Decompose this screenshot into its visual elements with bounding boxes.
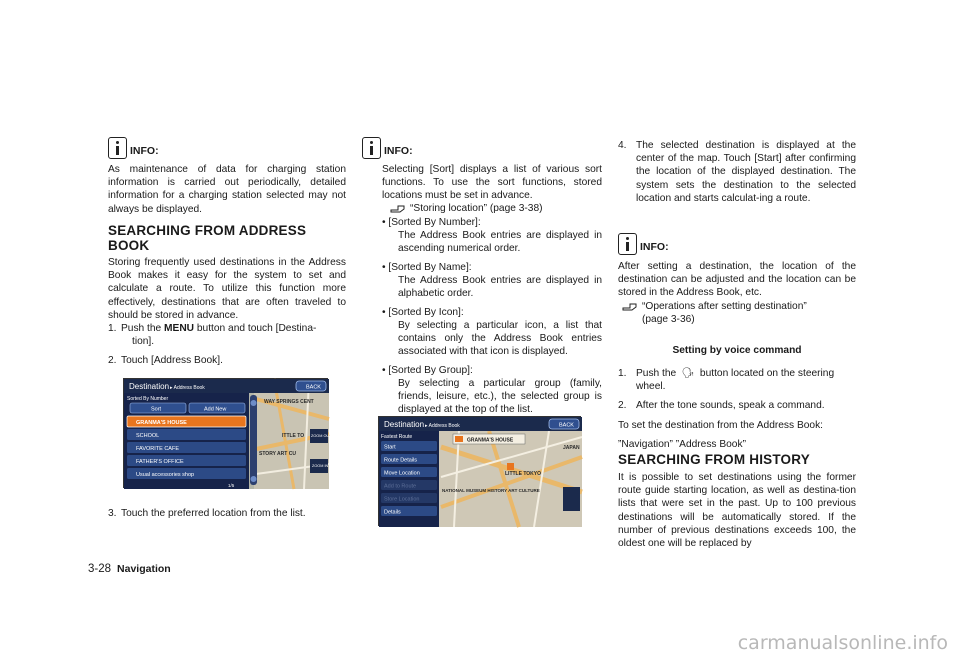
address-book-screen — [124, 379, 332, 489]
hand-pointer-icon — [622, 302, 638, 312]
step-3-text: Touch the preferred location from the list. — [121, 508, 306, 519]
route-label: Fastest Route — [381, 434, 413, 440]
zoom-out-label: ZOOM OUT — [311, 434, 332, 438]
step-4-number: 4. — [618, 140, 627, 151]
watermark: carmanualsonline.info — [737, 632, 948, 654]
bullet-sorted-by-number: • [Sorted By Number]: — [382, 217, 481, 228]
info-block-sort — [362, 137, 413, 159]
bullet-sorted-by-name: • [Sorted By Name]: — [382, 262, 472, 273]
screenshot-destination-menu — [378, 416, 581, 526]
menu-item-label: Store Location — [384, 496, 420, 503]
list-item-label: SCHOOL — [136, 433, 160, 439]
step-4-text: The selected destination is displayed at the center of the map. Touch [Start] after confirming the location of the displayed destination. The system sets the destination to the selected location and starts calculat-ing a route. — [636, 140, 856, 204]
menu-item-label: Add to Route — [384, 483, 417, 490]
bullet-sorted-by-icon: • [Sorted By Icon]: — [382, 307, 464, 318]
info-text-charging: As maintenance of data for charging station information is carried out periodically, detailed information for a charging station selected may not always be displayed. — [108, 164, 346, 215]
heading-address-book: SEARCHING FROM ADDRESS BOOK — [108, 223, 307, 253]
info-label: INFO: — [130, 145, 159, 157]
reference-operations — [622, 300, 807, 313]
info-text-after-setting: After setting a destination, the location of the destination can be adjusted and the location can be stored in the Address Book, etc. — [618, 261, 856, 299]
bullet-sorted-by-group-text: By selecting a particular group (family, friends, leisure, etc.), the selected group is displayed at the top of the list. — [398, 378, 602, 416]
destination-screen — [379, 417, 582, 527]
destination-pin-label: GRANMA'S HOUSE — [467, 437, 514, 444]
map-label: STORY ART CU — [259, 451, 296, 457]
list-item-label: FATHER'S OFFICE — [136, 459, 184, 465]
intro-paragraph: Storing frequently used destinations in the Address Book makes it easy for the system to set and calculate a route. To utilize this function more effectively, destinations that are often traveled to should be stored in advance. — [108, 257, 346, 321]
info-text-sort: Selecting [Sort] displays a list of various sort functions. To use the sort functions, stored locations must be set in advance. — [382, 164, 602, 202]
compass-icon[interactable] — [563, 487, 580, 511]
screen-breadcrumb: ▸ Address Book — [170, 385, 205, 391]
info-icon — [108, 137, 127, 159]
voice-step-1-number: 1. — [618, 368, 627, 379]
menu-key-label: MENU — [164, 323, 195, 334]
destination-flag-icon — [507, 463, 514, 470]
list-item-label: GRANMA'S HOUSE — [136, 420, 187, 426]
map-label: LITTLE TOKYO — [505, 471, 542, 477]
info-label: INFO: — [384, 145, 413, 157]
menu-item-label: Start — [384, 444, 396, 451]
home-icon — [455, 436, 463, 442]
step-1-text: Push the MENU button and touch [Destina- — [121, 323, 317, 334]
step-3-number: 3. — [108, 508, 117, 519]
hand-pointer-icon — [390, 204, 406, 214]
screenshot-address-book-list — [123, 378, 332, 488]
sort-button-label: Sort — [151, 406, 162, 413]
step-1-text-line2: tion]. — [132, 336, 155, 347]
bullet-sorted-by-name-text: The Address Book entries are displayed in alphabetic order. — [398, 275, 602, 300]
sort-label: Sorted By Number — [127, 396, 169, 402]
voice-step-2-text: After the tone sounds, speak a command. — [636, 400, 825, 411]
map-label: JAPAN — [563, 445, 580, 451]
screen-title: Destination — [129, 382, 170, 391]
list-item-label: FAVORITE CAFE — [136, 446, 179, 452]
reference-text: “Storing location” (page 3-38) — [410, 203, 543, 214]
map-label: ITTLE TO — [282, 433, 305, 439]
history-paragraph: It is possible to set destinations using the former route guide starting location, as well as destina-tion lists that were set in the past. Up to 100 previous destinations will be automatically stored. If the number of previous destinations exceeds 100, the oldest one will be replaced by — [618, 472, 856, 550]
info-label: INFO: — [640, 241, 669, 253]
menu-item-label: Route Details — [384, 457, 418, 464]
page-footer — [88, 563, 171, 575]
list-item-label: Usual accessories shop — [136, 472, 195, 478]
voice-step-2-number: 2. — [618, 400, 627, 411]
talk-switch-icon: 🗣︎ — [681, 368, 695, 379]
step-2-number: 2. — [108, 355, 117, 366]
page-number: 3-28 — [88, 563, 112, 575]
section-name: Navigation — [117, 563, 171, 575]
info-icon — [362, 137, 381, 159]
voice-step-1-text: Push the 🗣︎ button located on the steering — [636, 368, 835, 379]
bullet-sorted-by-group: • [Sorted By Group]: — [382, 365, 473, 376]
voice-command-phrase: ”Navigation” ”Address Book” — [618, 439, 746, 450]
menu-item-label: Details — [384, 509, 401, 516]
voice-address-book-text: To set the destination from the Address Book: — [618, 420, 823, 431]
back-button-label: BACK — [559, 422, 574, 429]
add-new-button-label: Add New — [204, 406, 227, 413]
reference-storing-location — [390, 202, 543, 215]
reference-text: “Operations after setting destination” — [642, 301, 807, 312]
info-block-after-setting — [618, 233, 669, 255]
bullet-sorted-by-icon-text: By selecting a particular icon, a list that contains only the Address Book entries associated with that icon is displayed. — [398, 320, 602, 358]
scrollbar[interactable] — [250, 395, 257, 485]
voice-command-heading: Setting by voice command — [672, 345, 802, 356]
map-label: NATIONAL MUSEUM HISTORY ART CULTURE — [442, 488, 540, 493]
back-button-label: BACK — [306, 384, 321, 391]
screen-title: Destination — [384, 420, 425, 429]
reference-page: (page 3-36) — [642, 314, 695, 325]
screen-breadcrumb: ▸ Address Book — [425, 423, 460, 429]
scroll-down-icon[interactable] — [251, 476, 257, 482]
menu-item-label: Move Location — [384, 470, 420, 477]
voice-step-1-text-line2: wheel. — [636, 381, 666, 392]
address-list — [127, 416, 246, 479]
page-indicator: 1/5 — [228, 483, 235, 488]
info-icon — [618, 233, 637, 255]
zoom-in-label: ZOOM IN — [312, 464, 329, 468]
bullet-sorted-by-number-text: The Address Book entries are displayed in ascending numerical order. — [398, 230, 602, 255]
step-1-number: 1. — [108, 323, 117, 334]
scroll-up-icon[interactable] — [251, 400, 257, 406]
step-2-text: Touch [Address Book]. — [121, 355, 223, 366]
map-label: WAY SPRINGS CENT — [264, 399, 314, 405]
info-block-charging — [108, 137, 159, 159]
heading-history: SEARCHING FROM HISTORY — [618, 452, 810, 467]
